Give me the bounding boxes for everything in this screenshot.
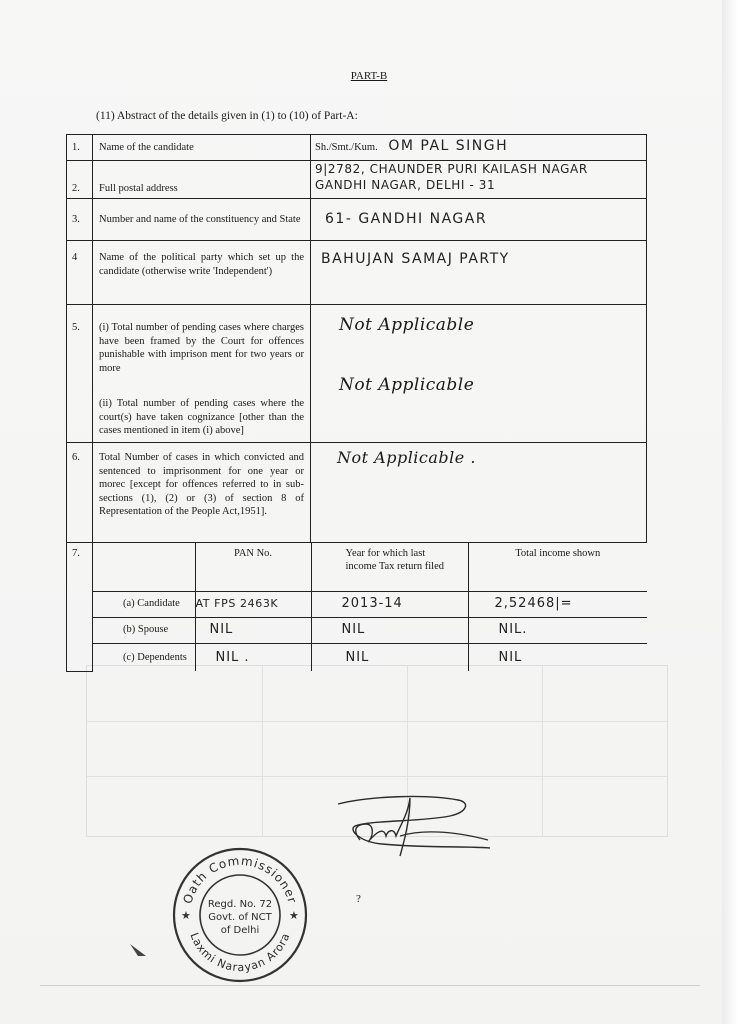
part-title: PART-B (350, 70, 388, 82)
constituency-value: 61- GANDHI NAGAR (311, 199, 647, 241)
details-table (66, 134, 647, 672)
income-row-spouse (93, 617, 647, 643)
pending-cases-labels (93, 305, 311, 443)
income-tax-header-blank (93, 543, 195, 591)
row-number: 4 (67, 241, 93, 305)
row-constituency (67, 199, 647, 241)
income-row-dependents (93, 643, 647, 671)
row-pending-cases (67, 305, 647, 443)
income-tax-cell (93, 543, 647, 672)
income-row-label: (c) Dependents (93, 643, 195, 671)
address-line-2: GANDHI NAGAR, DELHI - 31 (315, 177, 496, 192)
income-row-label: (b) Spouse (93, 617, 195, 643)
oath-commissioner-stamp (170, 845, 310, 985)
row-political-party (67, 241, 647, 305)
dependents-year: NIL (311, 643, 468, 671)
candidate-pan: AT FPS 2463K (195, 591, 311, 617)
income-row-candidate (93, 591, 647, 617)
header-pan: PAN No. (195, 543, 311, 591)
address-line-1: 9|2782, CHAUNDER PURI KAILASH NAGAR (315, 162, 588, 176)
spouse-year: NIL (311, 617, 468, 643)
row-label: Total Number of cases in which convicted and sentenced to imprisonment for one year or morec [except for offences referred to in sub-sections (1), (2) or (3) of section 8 of Representation of the People Act,1951]. (93, 443, 311, 543)
spouse-income: NIL. (468, 617, 647, 643)
political-party-value: BAHUJAN SAMAJ PARTY (311, 241, 647, 305)
pending-cases-label-ii: (ii) Total number of pending cases where the court(s) have taken cognizance [other than the cases mentioned in item (i) above] (99, 398, 304, 436)
stamp-center-line-3: of Delhi (220, 925, 260, 936)
spouse-pan: NIL (195, 617, 311, 643)
row-income-tax (67, 543, 647, 672)
stray-arrow-mark (128, 940, 150, 960)
row-postal-address (67, 161, 647, 199)
header-year: Year for which last income Tax return filed (311, 543, 468, 591)
row-candidate-name (67, 135, 647, 161)
dependents-income: NIL (468, 643, 647, 671)
dependents-pan: NIL . (195, 643, 311, 671)
stamp-center-line-1: Regd. No. 72 (207, 899, 273, 910)
postal-address-cell (311, 161, 647, 199)
row-label: Name of the political party which set up the candidate (otherwise write 'Independent') (93, 241, 311, 305)
pending-cases-value-i: Not Applicable (339, 315, 475, 335)
stamp-ring-top: Oath Commissioner (180, 853, 300, 906)
pending-cases-value-ii: Not Applicable (339, 374, 475, 395)
row-number: 3. (67, 199, 93, 241)
row-convictions (67, 443, 647, 543)
convictions-value: Not Applicable . (311, 443, 647, 543)
candidate-name-value: OM PAL SINGH (388, 138, 509, 155)
candidate-year: 2013-14 (311, 591, 468, 617)
signature (330, 790, 500, 870)
row-number: 5. (67, 305, 93, 443)
row-label: Name of the candidate (93, 135, 311, 161)
income-tax-table (93, 543, 647, 671)
svg-text:Oath Commissioner (180, 854, 299, 906)
stamp-star-icon: ★ (181, 910, 191, 922)
page-bottom-line (40, 985, 700, 986)
row-label: Number and name of the constituency and State (93, 199, 311, 241)
abstract-intro: (11) Abstract of the details given in (1) to (10) of Part-A: (96, 110, 358, 122)
pending-cases-values (311, 305, 647, 443)
row-number: 2. (67, 161, 93, 199)
stamp-star-icon: ★ (289, 910, 299, 922)
pending-cases-label-i: (i) Total number of pending cases where charges have been framed by the Court for offences punishable with imprison ment for two years or more (99, 322, 304, 374)
page-edge-shadow (722, 0, 738, 1024)
row-number: 7. (67, 543, 93, 672)
svg-text:Laxmi Narayan Arora (187, 931, 292, 974)
header-income: Total income shown (468, 543, 647, 591)
stray-mark: ? (356, 893, 361, 905)
row-number: 1. (67, 135, 93, 161)
stamp-ring-bottom: Laxmi Narayan Arora (187, 930, 293, 975)
salutation-prefix: Sh./Smt./Kum. (315, 142, 378, 154)
income-tax-header-row (93, 543, 647, 591)
candidate-income: 2,52468|= (468, 591, 647, 617)
income-row-label: (a) Candidate (93, 591, 195, 617)
row-number: 6. (67, 443, 93, 543)
candidate-name-cell (311, 135, 647, 161)
row-label: Full postal address (93, 161, 311, 199)
stamp-center-line-2: Govt. of NCT (208, 912, 272, 923)
